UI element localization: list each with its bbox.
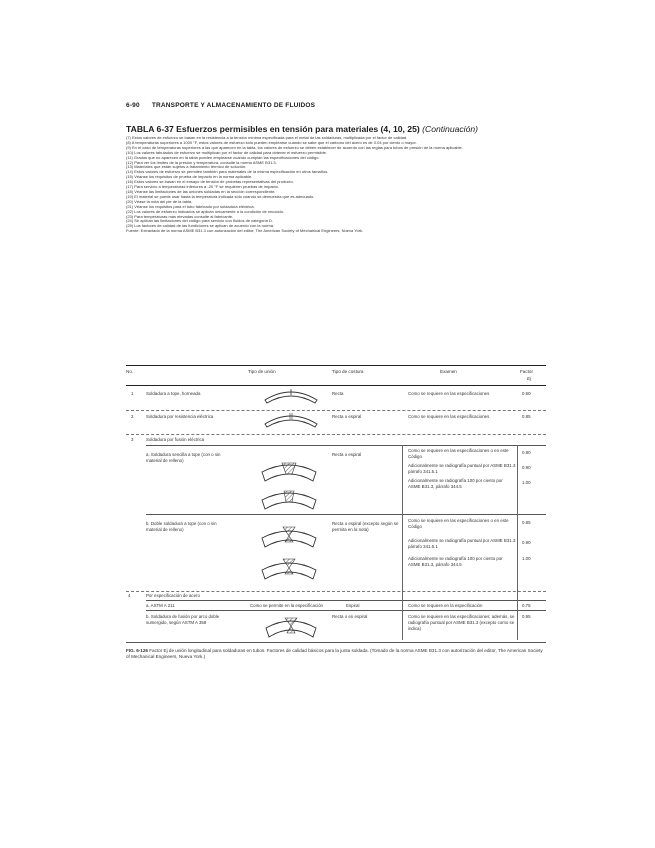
row-divider (146, 610, 546, 611)
row-3a-factor-1: 0.80 (522, 450, 531, 455)
row-2-type: Soldadura por resistencia eléctrica (146, 414, 214, 419)
note-line: (24) Se aplican las limitaciones del código para servicio con fluidos de categoría D. (126, 218, 273, 224)
note-line: (7) Estos valores de esfuerzo se basan en la resistencia a la tensión mínima especificada para el metal de las soldaduras, multiplicada por el factor de calidad. (126, 135, 408, 140)
row-4a-factor: 0.75 (522, 603, 531, 608)
row-3a-exam-2: Adicionalmente se radiografía puntual por ASME B31.3 párrafo 341.5.1 (408, 463, 516, 474)
figure-label: FIG. 6-126 (126, 648, 148, 653)
column-divider (402, 445, 403, 640)
page-header (126, 102, 315, 109)
row-4-no: 4 (128, 593, 131, 598)
row-3a-exam-3: Adicionalmente se radiografía 100 por ciento por ASME B31.3, párrafo 344.5 (408, 478, 503, 489)
row-3b-factor-1: 0.85 (522, 520, 531, 525)
row-4a-type: a. ASTM A 211 (146, 603, 175, 608)
note-line: (18) Véanse las limitaciones de las uniones soldadas en la sección correspondiente. (126, 188, 276, 194)
row-3-no: 3 (131, 437, 134, 442)
row-3b-exam-2: Adicionalmente se radiografía puntual por ASME B31.3 párrafo 341.5.1 (408, 538, 516, 549)
butt-weld-diagram (262, 384, 320, 404)
row-3b-exam-1: Como se requiere en las especificaciones o en este Código (408, 518, 509, 529)
row-1-type: Soldadura a tope, horneada (146, 391, 201, 396)
note-line: (13) Materiales que están sujetos a tratamiento térmico de solución. (126, 164, 247, 170)
row-4b-seam: Recta o en espiral (332, 614, 368, 619)
row-2-seam: Recta o espiral (332, 414, 362, 419)
col-header-type: Tipo de unión (248, 369, 276, 374)
resistance-weld-diagram (262, 408, 320, 428)
row-1-exam: Como se requiere en las especificaciones (408, 391, 490, 396)
row-2-exam: Como se requiere en las especificaciones (408, 414, 490, 419)
row-4b-type: b. Soldadura de fusión por arco doble sumergido, según ASTM A 358 (146, 614, 220, 625)
note-line: Fuente: Extractado de la norma ASME B31.3 con autorización del editor, The American Society of Mechanical Engineers, Nueva York. (126, 228, 364, 234)
table-title-continuation: (Continuación) (422, 124, 479, 134)
note-line: (11) Grados que no aparecen en la tabla pueden emplearse cuando cumplan las especificaciones del código. (126, 154, 320, 160)
row-3a-factor-3: 1.00 (522, 480, 531, 485)
column-divider (517, 445, 518, 640)
table-header-rule (126, 385, 546, 386)
row-divider (146, 600, 546, 601)
double-butt-weld-diagram (258, 518, 320, 588)
note-line: (15) Véanse los requisitos de prueba de impacto en la norma aplicable. (126, 174, 253, 180)
row-3b-factor-3: 1.00 (522, 556, 531, 561)
row-3a-exam-1: Como se requiere en las especificaciones o en este Código (408, 448, 509, 459)
table-notes (126, 136, 546, 234)
row-3b-factor-2: 0.90 (522, 540, 531, 545)
note-line: (19) El material se puede usar hasta la temperatura indicada sólo cuando se demuestra que es adecuado. (126, 193, 315, 199)
note-line: (22) Los valores de esfuerzo indicados se aplican únicamente a la condición de recocido. (126, 208, 285, 214)
col-header-seam: Tipo de costura (332, 369, 364, 374)
col-header-no: No. (126, 369, 134, 374)
row-4b-factor: 0.95 (522, 614, 531, 619)
col-header-factor: Factor (520, 369, 534, 374)
page-number: 6-90 (126, 102, 140, 109)
row-4a-seam-note: Como se permite en la especificación (250, 603, 323, 608)
note-line: (16) Estos valores se basan en el ensayo de tensión de probetas representativas del producto. (126, 179, 294, 185)
row-3b-type: b. Doble soldadura a tope (con o sin material de relleno) (146, 521, 217, 532)
row-2-factor: 0.85 (522, 414, 531, 419)
row-3-type: Soldadura por fusión eléctrica (146, 437, 205, 442)
row-4b-exam: Como se requiere en las especificaciones; además, se radiografía puntual por ASME B31.3 (excepto como se indica) (408, 614, 515, 631)
row-2-no: 2 (131, 414, 134, 419)
figure-caption (126, 648, 546, 660)
row-1-seam: Recta (332, 391, 344, 396)
col-header-factor-symbol: Ej (527, 376, 532, 381)
row-divider (126, 591, 546, 592)
row-3a-seam: Recta o espiral (332, 452, 362, 457)
row-1-no: 1 (131, 391, 134, 396)
table-title (126, 124, 478, 134)
col-header-exam: Examen (440, 369, 457, 374)
running-title: TRANSPORTE Y ALMACENAMIENTO DE FLUIDOS (151, 102, 316, 109)
note-line: (20) Véase la nota del pie de la tabla. (126, 198, 193, 204)
note-line: (14) Estos valores de esfuerzo se permiten también para materiales de la misma especificación en otros tamaños. (126, 169, 329, 175)
row-divider (126, 410, 546, 411)
row-1-factor: 0.60 (522, 391, 531, 396)
figure-caption-text: Factor Ej de unión longitudinal para soldaduras en tubos. Factores de calidad básicos para la junta soldada. (Tomado de la norma ASME B31.3 con autorización del editor, The American Society of Mechanical Engineers, Nueva York.) (126, 648, 543, 659)
table-bottom-rule (126, 642, 546, 643)
note-line: (25) Los factores de calidad de las fundiciones se aplican de acuerdo con la norma. (126, 223, 275, 229)
row-divider (146, 514, 546, 515)
note-line: (23) Para temperaturas más elevadas consulte al fabricante. (126, 213, 234, 219)
arc-weld-diagram (262, 610, 320, 640)
row-4a-exam: Como se requiere en la especificación (408, 603, 483, 608)
row-3a-type: a. Soldadura sencilla a tope (con o sin material de relleno) (146, 452, 221, 463)
row-3b-seam: Recta o espiral (excepto según se permita en la nota) (332, 521, 399, 532)
row-divider (126, 434, 546, 435)
note-line: (10) Los valores tabulados de esfuerzo se multiplican por el factor de calidad para obtener el esfuerzo permisible. (126, 149, 327, 155)
row-3a-factor-2: 0.90 (522, 465, 531, 470)
row-4a-seam: Espiral (346, 603, 360, 608)
note-line: (12) Para ver los límites de la presión y temperatura, consulte la norma ASME B31.3. (126, 159, 277, 165)
table-top-rule (126, 365, 546, 366)
note-line: (9) En el caso de temperaturas superiores a las que aparecen en la tabla, los valores de esfuerzo se deben establecer de acuerdo con las reglas para tubos de presión de la norma aplicable. (126, 144, 463, 150)
single-butt-weld-diagram (258, 452, 320, 516)
note-line: (8) A temperaturas superiores a 1000 °F, estos valores de esfuerzo sólo pueden emplearse cuando se sabe que el carbono del acero es de 0.04 por ciento o mayor. (126, 139, 417, 145)
row-divider (146, 445, 546, 446)
row-3b-exam-3: Adicionalmente se radiografía 100 por ciento por ASME B31.3, párrafo 344.5 (408, 556, 503, 567)
table-title-text: TABLA 6-37 Esfuerzos permisibles en tensión para materiales (4, 10, 25) (126, 124, 420, 134)
note-line: (21) Véanse los requisitos para el tubo fabricado por soldadura eléctrica. (126, 203, 255, 209)
row-4-type: Por especificación de acero (146, 593, 200, 598)
note-line: (17) Para servicio a temperaturas inferiores a -20 °F se requieren pruebas de impacto. (126, 184, 280, 190)
